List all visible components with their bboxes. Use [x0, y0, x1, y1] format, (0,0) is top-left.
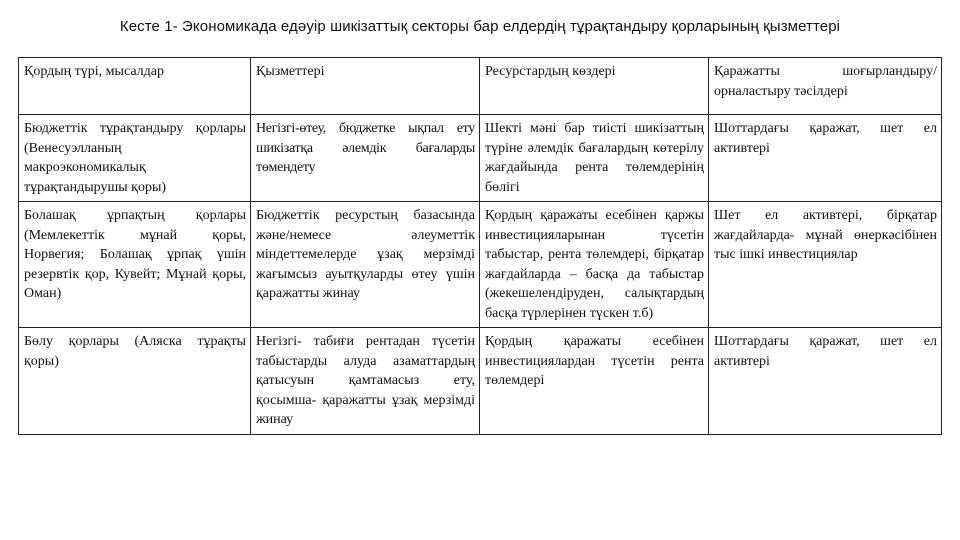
header-functions: Қызметтері [251, 58, 480, 115]
table-cell: Қордың қаражаты есебінен инвестициялардан түсетін рента төлемдері [480, 328, 709, 435]
table-row [19, 328, 942, 435]
table-cell: Қордың қаражаты есебінен қаржы инвестицияларынан түсетін табыстар, рента төлемдері, бірқатар жағдайларда – басқа да табыстар (жекешелендіруден, салықтардың басқа түрлерінен түскен т.б) [480, 202, 709, 328]
table-cell: Шоттардағы қаражат, шет ел активтері [709, 328, 942, 435]
header-resource-sources: Ресурстардың көздері [480, 58, 709, 115]
header-fund-type: Қордың түрі, мысалдар [19, 58, 251, 115]
table-cell: Бюджеттік тұрақтандыру қорлары (Венесуэлланың макроэкономикалық тұрақтандырушы қоры) [19, 115, 251, 202]
table-cell: Негізгі-өтеу, бюджетке ықпал ету шикізатқа әлемдік бағаларды төмендету [251, 115, 480, 202]
stabilization-funds-table [18, 57, 942, 435]
table-cell: Негізгі- табиғи рентадан түсетін табыстарды алуда азаматтардың қатысуын қамтамасыз ету, қосымша- қаражатты ұзақ мерзімді жинау [251, 328, 480, 435]
table-cell: Шоттардағы қаражат, шет ел активтері [709, 115, 942, 202]
table-cell: Болашақ ұрпақтың қорлары (Мемлекеттік мұнай қоры, Норвегия; Болашақ ұрпақ үшін резервтік қор, Кувейт; Мұнай қоры, Оман) [19, 202, 251, 328]
page-title: Кесте 1- Экономикада едәуір шикізаттық секторы бар елдердің тұрақтандыру қорларының қызметтері [119, 18, 841, 35]
table-cell: Бөлу қорлары (Аляска тұрақты қоры) [19, 328, 251, 435]
table-header-row [19, 58, 942, 115]
table-row [19, 115, 942, 202]
table-row [19, 202, 942, 328]
table-cell: Бюджеттік ресурстың базасында және/немесе әлеуметтік міндеттемелерде ұзақ мерзімді жағымсыз ауытқуларды өтеу үшін қаражатты жинау [251, 202, 480, 328]
table-cell: Шекті мәні бар тиісті шикізаттың түріне әлемдік бағалардың көтерілу жағдайында рента төлемдерінің бөлігі [480, 115, 709, 202]
table-cell: Шет ел активтері, бірқатар жағдайларда- мұнай өнеркәсібінен тыс ішкі инвестициялар [709, 202, 942, 328]
header-allocation-methods: Қаражатты шоғырландыру/ орналастыру тәсілдері [709, 58, 942, 115]
